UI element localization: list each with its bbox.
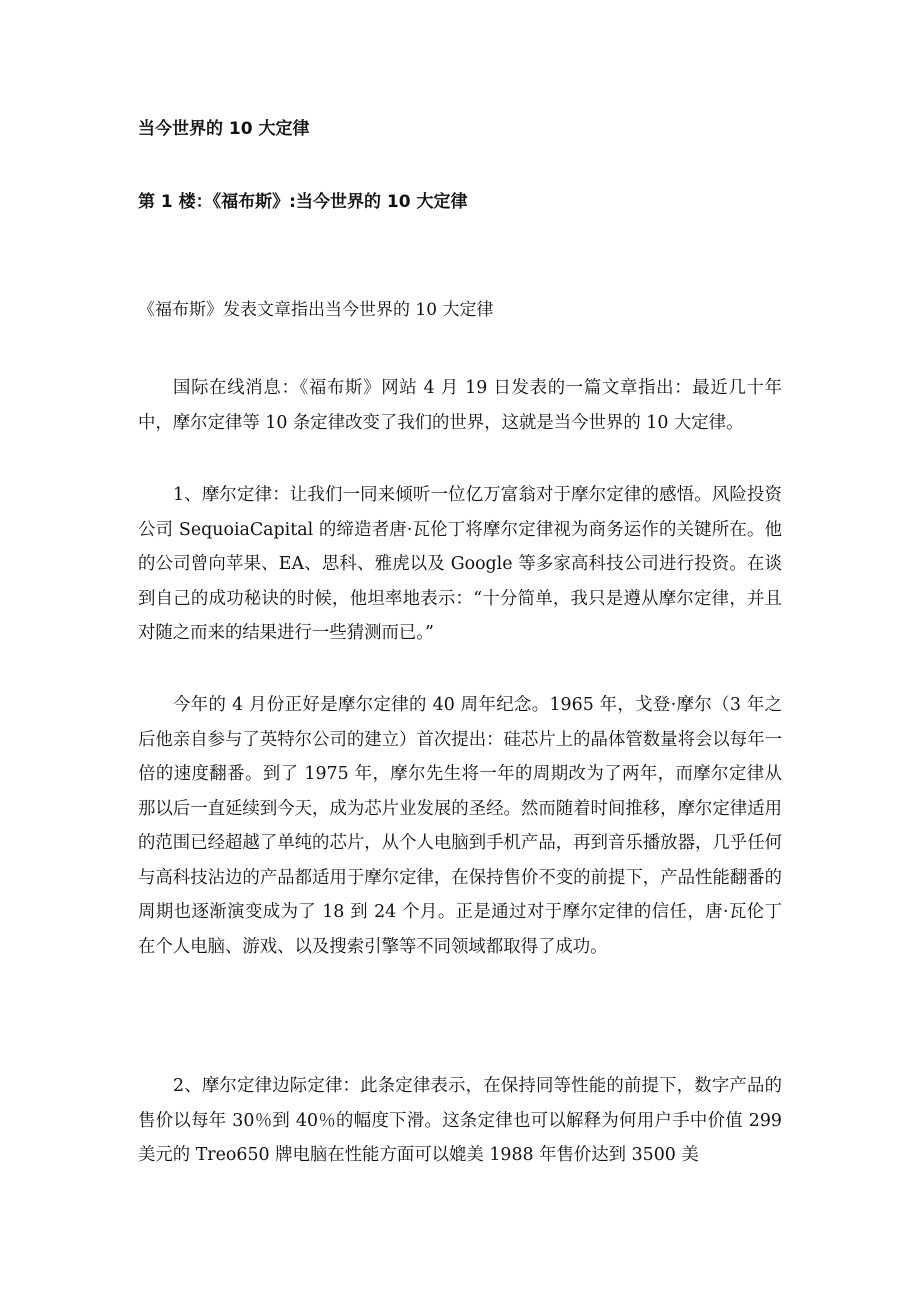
paragraph-moore-law: 1、摩尔定律：让我们一同来倾听一位亿万富翁对于摩尔定律的感悟。风险投资公司 SequoiaCapital 的缔造者唐·瓦伦丁将摩尔定律视为商务运作的关键所在。他的公司曾向苹果、EA、思科、雅虎以及 Google 等多家高科技公司进行投资。在谈到自己的成功秘诀的时候，他坦率地表示：“十分简单，我只是遵从摩尔定律，并且对随之而来的结果进行一些猜测而已。”	[138, 485, 782, 643]
floor-title: 第 1 楼：《福布斯》:当今世界的 10 大定律	[138, 192, 468, 212]
paragraph-moore-anniversary: 今年的 4 月份正好是摩尔定律的 40 周年纪念。1965 年，戈登·摩尔（3 年之后他亲自参与了英特尔公司的建立）首次提出：硅芯片上的晶体管数量将会以每年一倍的速度翻番。到了 1975 年，摩尔先生将一年的周期改为了两年，而摩尔定律从那以后一直延续到今天，成为芯片业发展的圣经。然而随着时间推移，摩尔定律适用的范围已经超越了单纯的芯片，从个人电脑到手机产品，再到音乐播放器，几乎任何与高科技沾边的产品都适用于摩尔定律，在保持售价不变的前提下，产品性能翻番的周期也逐渐演变成为了 18 到 24 个月。正是通过对于摩尔定律的信任，唐·瓦伦丁在个人电脑、游戏、以及搜索引擎等不同领域都取得了成功。	[138, 695, 782, 957]
article-subtitle: 《福布斯》发表文章指出当今世界的 10 大定律	[138, 300, 494, 320]
paragraph-intro: 国际在线消息：《福布斯》网站 4 月 19 日发表的一篇文章指出：最近几十年中，摩尔定律等 10 条定律改变了我们的世界，这就是当今世界的 10 大定律。	[138, 378, 782, 433]
paragraph-moore-marginal-law: 2、摩尔定律边际定律：此条定律表示，在保持同等性能的前提下，数字产品的售价以每年 30％到 40％的幅度下滑。这条定律也可以解释为何用户手中价值 299 美元的 Treo650 牌电脑在性能方面可以媲美 1988 年售价达到 3500 美	[138, 1076, 782, 1165]
document-title: 当今世界的 10 大定律	[138, 119, 310, 139]
